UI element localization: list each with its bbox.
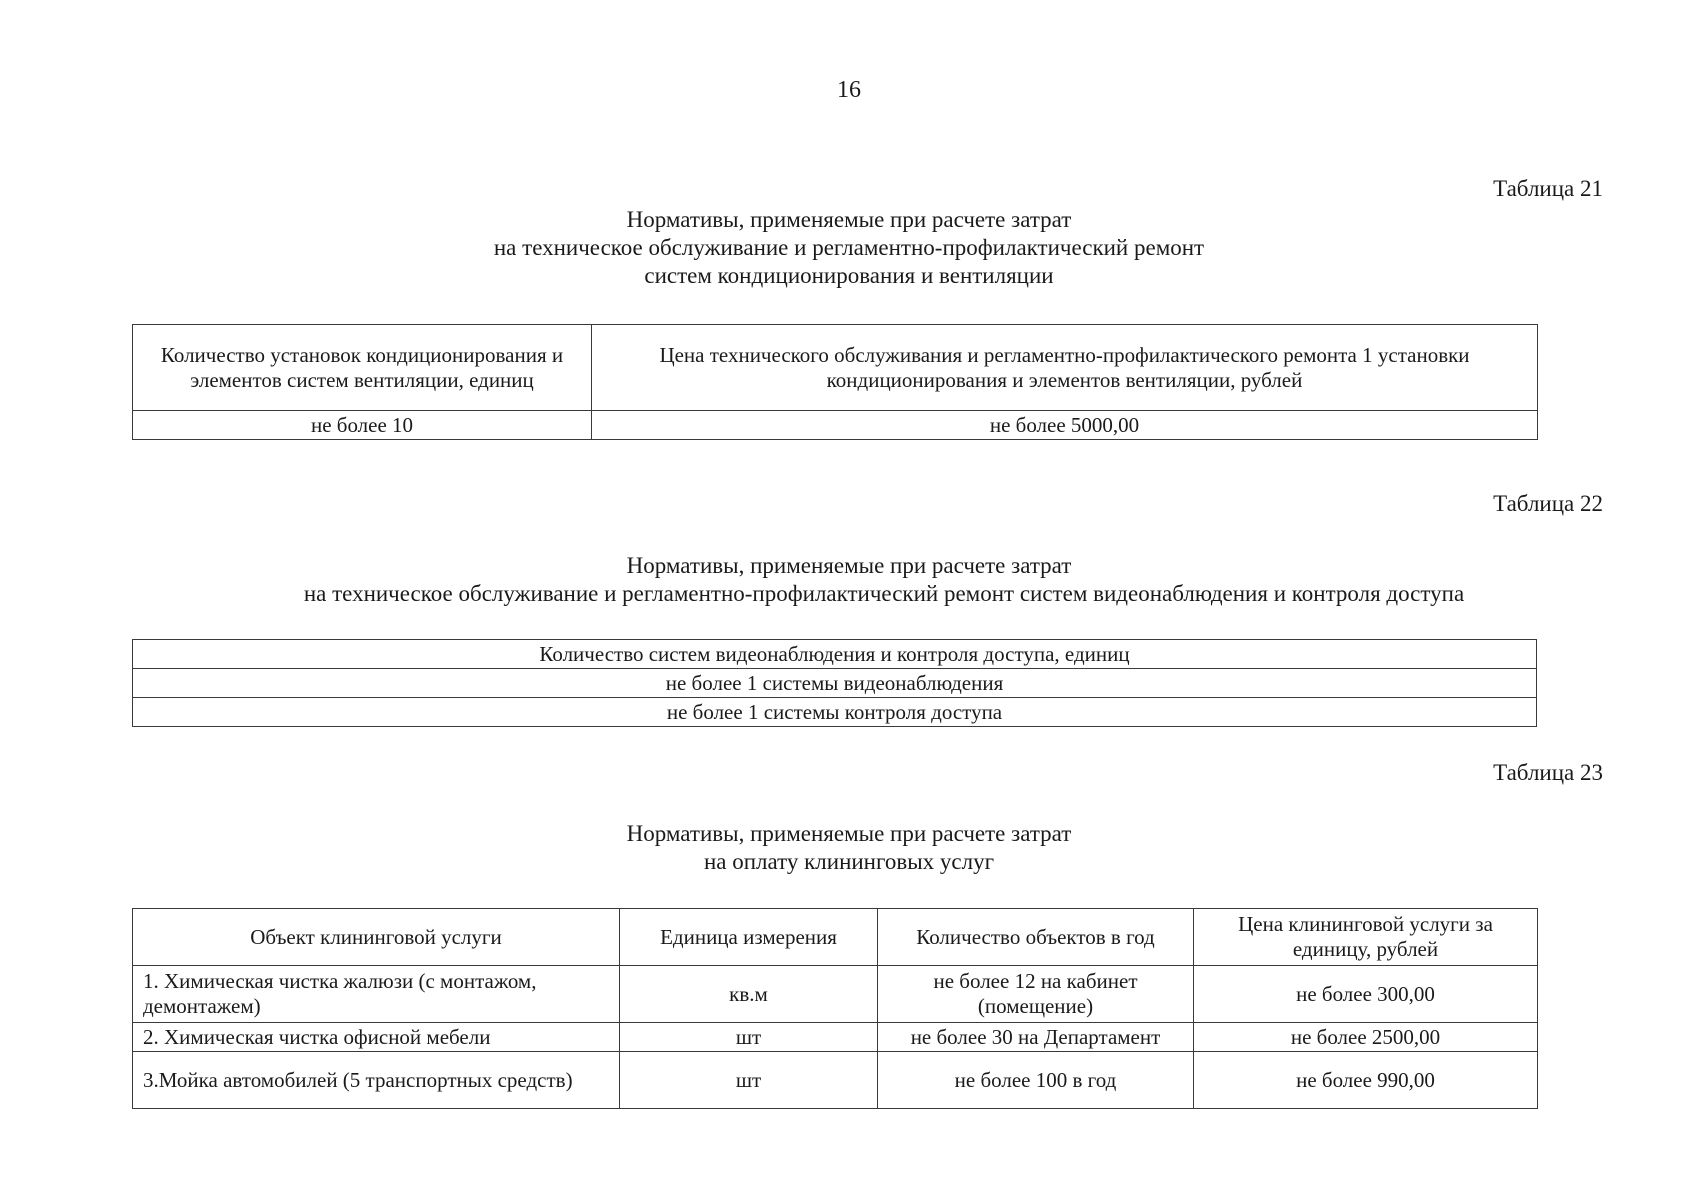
table-21-title-line: на техническое обслуживание и регламентно-профилактический ремонт [493,235,1205,260]
table-22-header-row [133,640,1537,669]
table-cell: шт [620,1023,878,1052]
table-21-label: Таблица 21 [1493,176,1603,201]
table-22-label: Таблица 22 [1493,491,1603,516]
table-cell: шт [620,1052,878,1109]
table-23-header-cell: Количество объектов в год [878,909,1194,966]
table-21-header-row [133,325,1538,411]
table-21-header-cell: Количество установок кондиционирования и элементов систем вентиляции, единиц [133,325,592,411]
table-row [133,1052,1538,1109]
table-row [133,966,1538,1023]
table-cell: не более 1 системы контроля доступа [133,698,1537,727]
page-number: 16 [837,77,861,103]
table-23-header-row [133,909,1538,966]
table-21-title [0,206,1698,290]
table-cell: не более 100 в год [878,1052,1194,1109]
table-23-header-cell: Объект клининговой услуги [133,909,620,966]
table-22-title-line: на техническое обслуживание и регламентно-профилактический ремонт систем видеонаблюдения и контроля доступа [303,581,1465,606]
table-cell: кв.м [620,966,878,1023]
table-cell: 2. Химическая чистка офисной мебели [133,1023,620,1052]
table-22 [132,639,1537,727]
table-cell: не более 10 [133,411,592,440]
table-row [133,698,1537,727]
table-23-title [0,820,1698,876]
table-cell: 1. Химическая чистка жалюзи (с монтажом, демонтажем) [133,966,620,1023]
table-22-header-cell: Количество систем видеонаблюдения и контроля доступа, единиц [133,640,1537,669]
table-21-title-line: Нормативы, применяемые при расчете затрат [626,207,1072,232]
table-23-header-cell: Цена клининговой услуги за единицу, рублей [1194,909,1538,966]
table-21-title-line: систем кондиционирования и вентиляции [644,263,1054,288]
table-cell: не более 300,00 [1194,966,1538,1023]
table-23-label: Таблица 23 [1493,760,1603,785]
table-row [133,411,1538,440]
table-23 [132,908,1538,1109]
table-21-header-cell: Цена технического обслуживания и регламентно-профилактического ремонта 1 установки кондиционирования и элементов вентиляции, рублей [592,325,1538,411]
table-cell: не более 1 системы видеонаблюдения [133,669,1537,698]
table-22-title [0,552,1698,608]
table-cell: не более 2500,00 [1194,1023,1538,1052]
table-23-title-line: на оплату клининговых услуг [703,849,995,874]
table-row [133,669,1537,698]
table-row [133,1023,1538,1052]
table-cell: не более 990,00 [1194,1052,1538,1109]
table-cell: не более 30 на Департамент [878,1023,1194,1052]
table-cell: 3.Мойка автомобилей (5 транспортных средств) [133,1052,620,1109]
table-23-title-line: Нормативы, применяемые при расчете затрат [626,821,1072,846]
table-23-header-cell: Единица измерения [620,909,878,966]
table-21 [132,324,1538,440]
table-cell: не более 12 на кабинет (помещение) [878,966,1194,1023]
table-22-title-line: Нормативы, применяемые при расчете затрат [626,553,1072,578]
table-cell: не более 5000,00 [592,411,1538,440]
